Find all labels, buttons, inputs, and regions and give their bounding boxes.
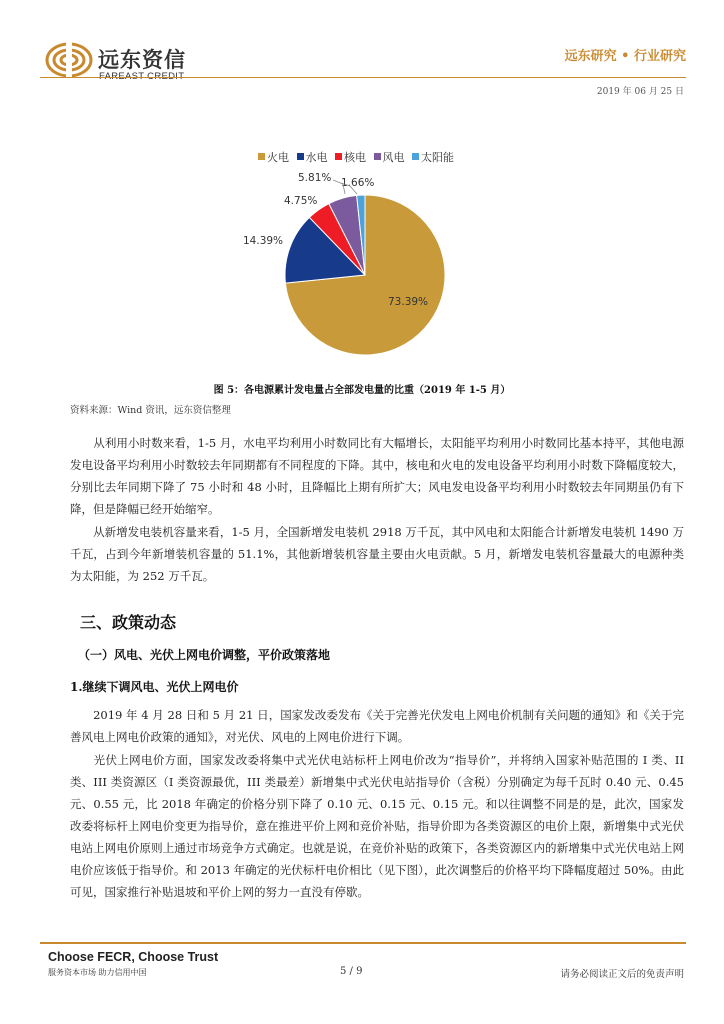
data-label-taiyangneng: 1.66% <box>341 177 375 189</box>
paragraph-policy-notice <box>70 704 684 748</box>
figure-source: 资料来源：Wind 资讯，远东资信整理 <box>70 405 231 416</box>
disclaimer-note: 请务必阅读正文后的免责声明 <box>560 969 684 980</box>
footer-slogan: Choose FECR, Choose Trust <box>48 950 219 964</box>
footer-divider <box>40 942 686 944</box>
paragraph-pv-price <box>70 749 684 903</box>
report-section: 远东研究 • 行业研究 <box>564 49 686 64</box>
data-label-huodian: 73.39% <box>388 296 429 308</box>
report-date: 2019 年 06 月 25 日 <box>596 87 684 97</box>
legend-label: 火电 <box>267 151 289 164</box>
legend-label: 水电 <box>305 151 328 164</box>
label-leader-lines <box>0 0 724 400</box>
subsubsection-heading: 1.继续下调风电、光伏上网电价 <box>70 680 239 694</box>
page-number: 5 / 9 <box>340 966 363 977</box>
legend-label: 风电 <box>382 151 405 164</box>
figure-caption: 图 5：各电源累计发电量占全部发电量的比重（2019 年 1-5 月） <box>213 385 511 396</box>
paragraph-utilization-hours <box>70 432 684 520</box>
paragraph-text: 从利用小时数来看，1-5 月，水电平均利用小时数同比有大幅增长，太阳能平均利用小时数同比基本持平，其他电源发电设备平均利用小时数较去年同期都有不同程度的下降。其中，核电和火电的发电设备平均利用小时数下降幅度较大，分别比去年同期下降了 75 小时和 48 小时，且降幅比上期有所扩大；风电发电设备平均利用小时数较去年同期虽仍有下降，但是降幅已经开始缩窄。 <box>70 436 685 516</box>
leader-line-fengdian <box>333 180 345 194</box>
legend-label: 核电 <box>344 151 366 164</box>
paragraph-text: 2019 年 4 月 28 日和 5 月 21 日，国家发改委发布《关于完善光伏发电上网电价机制有关问题的通知》和《关于完善风电上网电价政策的通知》，对光伏、风电的上网电价进行下调。 <box>70 708 685 744</box>
legend-label: 太阳能 <box>421 151 454 164</box>
data-label-fengdian: 5.81% <box>298 172 332 184</box>
paragraph-new-capacity <box>70 521 684 587</box>
footer-tagline: 服务资本市场 助力信用中国 <box>48 968 147 977</box>
data-label-shuidian: 14.39% <box>243 235 284 247</box>
brand-name-cn: 远东资信 <box>98 48 186 72</box>
section-heading: 三、政策动态 <box>80 613 177 632</box>
paragraph-text: 从新增发电装机容量来看，1-5 月，全国新增发电装机 2918 万千瓦，其中风电和太阳能合计新增发电装机 1490 万千瓦，占到今年新增装机容量的 51.1%，其他新增装机容量主要由火电贡献。5 月，新增发电装机容量最大的电源种类为太阳能，为 252 万千瓦。 <box>70 525 685 583</box>
data-label-hedian: 4.75% <box>284 195 318 207</box>
paragraph-text: 光伏上网电价方面，国家发改委将集中式光伏电站标杆上网电价改为“指导价”，并将纳入国家补贴范围的 I 类、II 类、III 类资源区（I 类资源最优，III 类最差）新增集中式光伏电站指导价（含税）分别确定为每千瓦时 0.40 元、0.45 元、0.55 元，比 2018 年确定的价格分别下降了 0.10 元、0.15 元、0.15 元。和以往调整不同是的是，此次，国家发改委将标杆上网电价变更为指导价，意在推进平价上网和竞价补贴，指导价即为各类资源区的电价上限，新增集中式光伏电站上网电价原则上通过市场竞争方式确定。也就是说，在竞价补贴的政策下，各类资源区内的新增集中式光伏电站上网电价应该低于指导价。和 2013 年确定的光伏标杆电价相比（见下图），此次调整后的价格平均下降幅度超过 50%。由此可见，国家推行补贴退坡和平价上网的努力一直没有停歇。 <box>70 753 684 899</box>
subsection-heading: （一）风电、光伏上网电价调整，平价政策落地 <box>78 648 331 662</box>
